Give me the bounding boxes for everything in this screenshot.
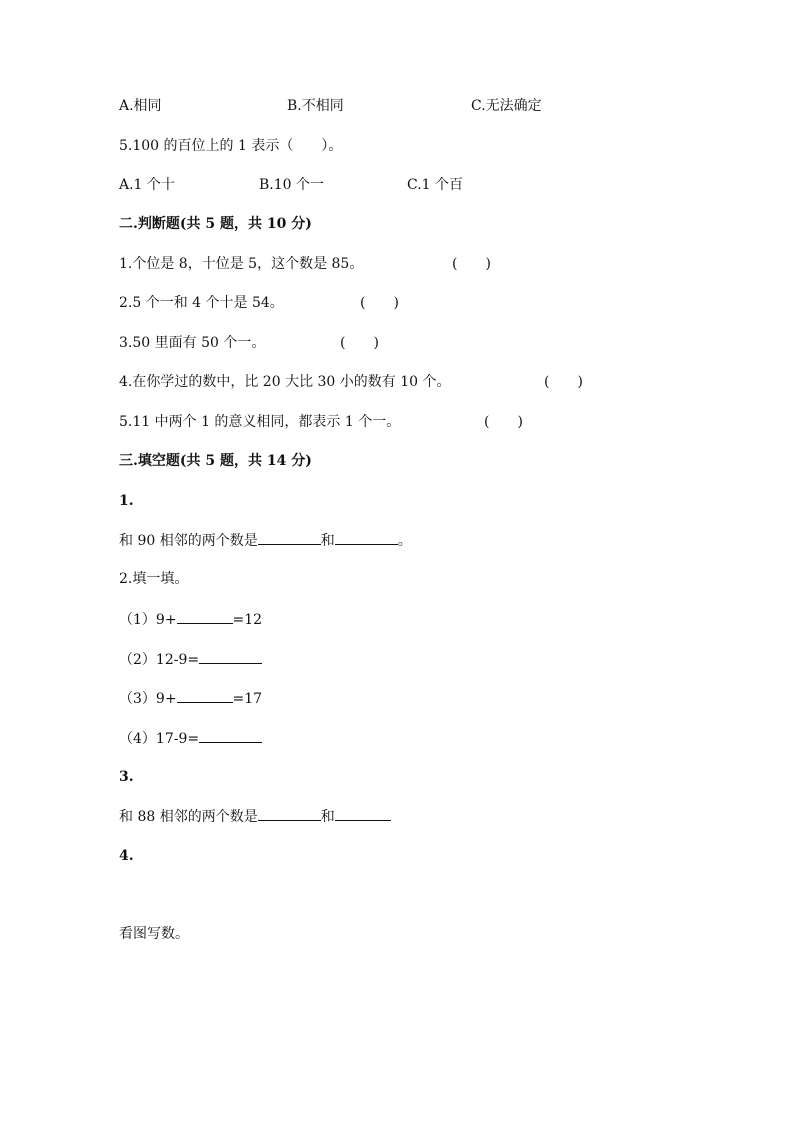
judge-item-1-answer: ( ) <box>452 256 491 272</box>
fill-q1-blank-2[interactable] <box>335 530 398 545</box>
judge-item-3: 3.50 里面有 50 个一。 <box>119 335 266 351</box>
fill-q2-part-4 <box>119 728 262 749</box>
section-3-heading: 三.填空题(共 5 题，共 14 分) <box>119 453 312 469</box>
fill-q2-part-3-suffix: =17 <box>232 691 263 707</box>
q5-option-c: C.1 个百 <box>407 177 464 193</box>
judge-item-4: 4.在你学过的数中，比 20 大比 30 小的数有 10 个。 <box>119 374 451 390</box>
fill-q1-blank-1[interactable] <box>258 530 321 545</box>
fill-q4-number: 4. <box>119 848 134 864</box>
fill-q3-blank-1[interactable] <box>258 806 321 821</box>
judge-item-5-answer: ( ) <box>484 414 523 430</box>
fill-q1-suffix: 。 <box>397 533 412 549</box>
q4-option-c: C.无法确定 <box>471 98 542 114</box>
judge-item-3-answer: ( ) <box>340 335 379 351</box>
fill-q2-part-3-blank[interactable] <box>177 688 233 703</box>
fill-q2-part-1 <box>119 609 262 630</box>
q5-option-a: A.1 个十 <box>119 177 175 193</box>
fill-q2-part-3-prefix: （3）9+ <box>119 691 177 707</box>
fill-q4-text: 看图写数。 <box>119 926 189 942</box>
fill-q2-part-2-blank[interactable] <box>199 649 262 664</box>
fill-q1-text <box>119 530 412 551</box>
fill-q2-part-3 <box>119 688 262 709</box>
q4-option-a: A.相同 <box>119 98 162 114</box>
fill-q1-prefix: 和 90 相邻的两个数是 <box>119 533 258 549</box>
fill-q2-part-4-prefix: （4）17-9= <box>119 731 200 747</box>
judge-item-2-answer: ( ) <box>360 295 399 311</box>
judge-item-1: 1.个位是 8，十位是 5，这个数是 85。 <box>119 256 364 272</box>
fill-q2-part-1-suffix: =12 <box>232 612 263 628</box>
fill-q2-part-1-prefix: （1）9+ <box>119 612 177 628</box>
fill-q3-prefix: 和 88 相邻的两个数是 <box>119 809 258 825</box>
fill-q2-part-2-prefix: （2）12-9= <box>119 652 200 668</box>
section-2-heading: 二.判断题(共 5 题，共 10 分) <box>119 216 312 232</box>
fill-q1-number: 1. <box>119 493 134 509</box>
q5-stem: 5.100 的百位上的 1 表示（ ）。 <box>119 138 343 154</box>
judge-item-5: 5.11 中两个 1 的意义相同，都表示 1 个一。 <box>119 414 401 430</box>
fill-q1-middle: 和 <box>320 533 335 549</box>
fill-q3-number: 3. <box>119 769 134 785</box>
fill-q2-part-2 <box>119 649 262 670</box>
fill-q3-middle: 和 <box>320 809 335 825</box>
q4-option-b: B.不相同 <box>287 98 344 114</box>
fill-q3-text <box>119 806 391 827</box>
judge-item-4-answer: ( ) <box>544 374 583 390</box>
q5-option-b: B.10 个一 <box>259 177 325 193</box>
fill-q3-blank-2[interactable] <box>335 806 391 821</box>
fill-q2-part-1-blank[interactable] <box>177 609 233 624</box>
fill-q2-title: 2.填一填。 <box>119 571 189 587</box>
judge-item-2: 2.5 个一和 4 个十是 54。 <box>119 295 284 311</box>
fill-q2-part-4-blank[interactable] <box>199 728 262 743</box>
